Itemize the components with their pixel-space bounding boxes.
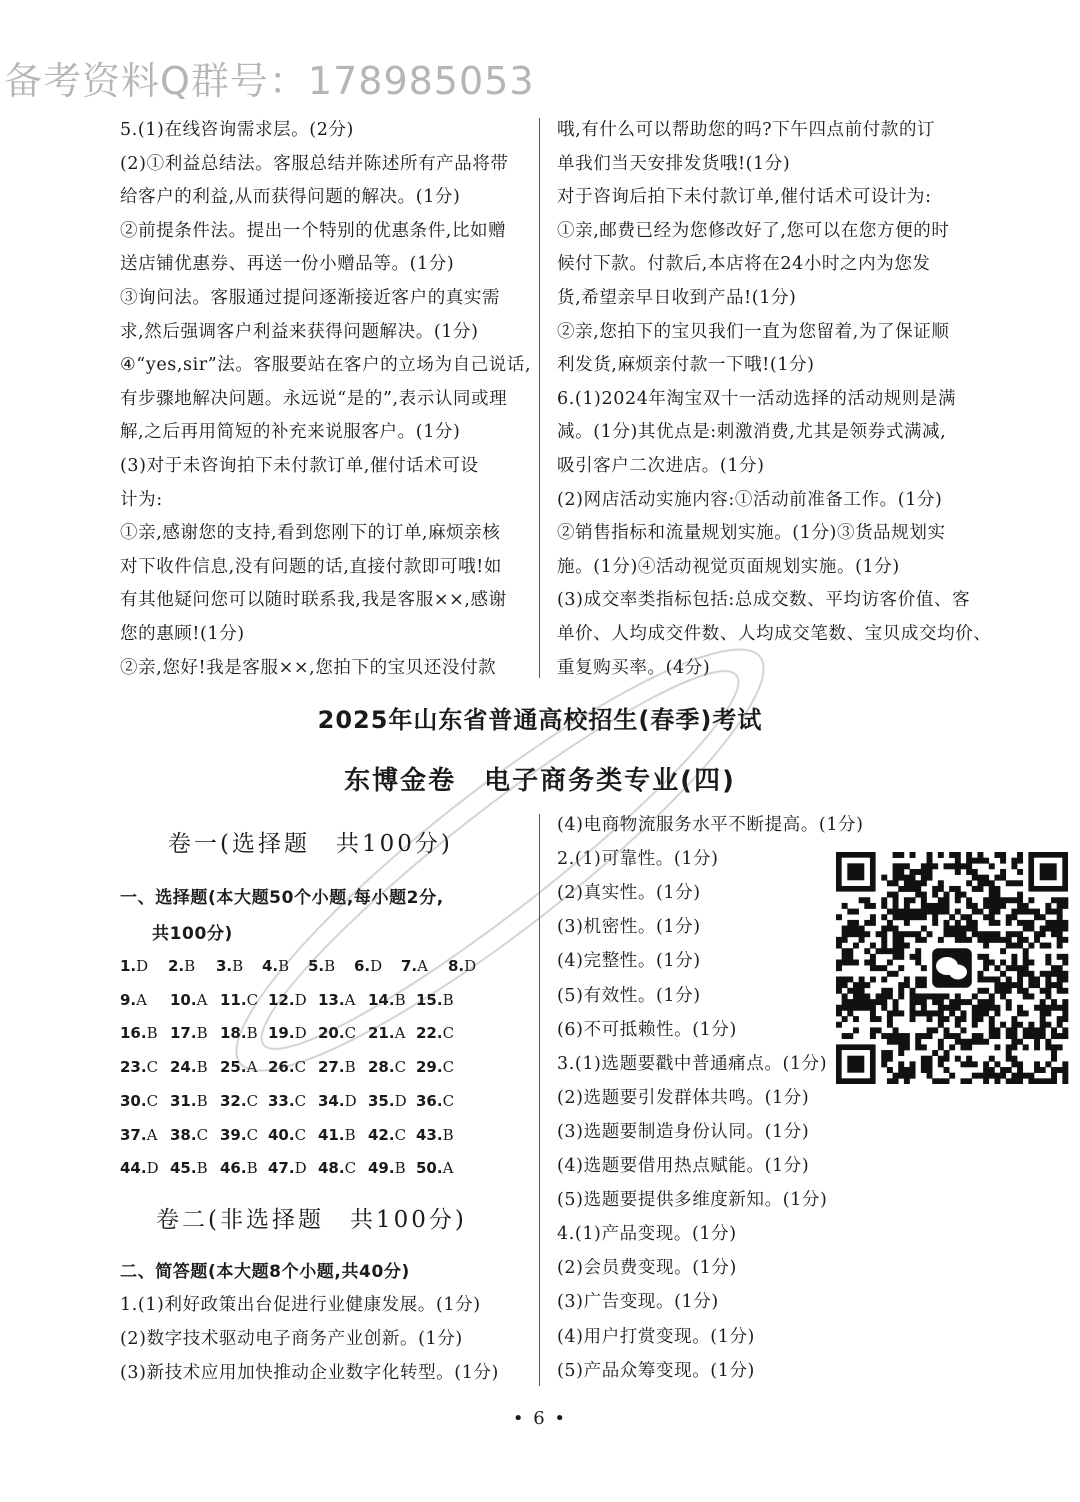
- answer-item: [168, 956, 195, 976]
- lower-right-column: [557, 815, 864, 1385]
- answer-letter: A: [442, 1159, 454, 1178]
- answer-text-line: (2)网店活动实施内容:①活动前准备工作。(1分): [557, 489, 943, 510]
- answer-text-line: ②销售指标和流量规划实施。(1分)③货品规划实: [557, 523, 946, 544]
- question-number: 30.: [120, 1091, 147, 1110]
- answer-letter: C: [146, 1058, 159, 1077]
- answer-letter: A: [344, 990, 356, 1009]
- answer-text-line: 求,然后强调客户利益来获得问题解决。(1分): [120, 321, 479, 342]
- section2-answer-line: 1.(1)利好政策出台促进行业健康发展。(1分): [120, 1295, 481, 1315]
- answer-item: [416, 1057, 454, 1077]
- question-number: 13.: [318, 990, 345, 1009]
- answer-letter: B: [246, 1159, 258, 1178]
- section2-answer-line: (3)新技术应用加快推动企业数字化转型。(1分): [120, 1363, 499, 1383]
- answer-text-line: (5)有效性。(1分): [557, 985, 701, 1006]
- answer-text-line: (4)完整性。(1分): [557, 951, 701, 972]
- answer-text-line: 给客户的利益,从而获得问题的解决。(1分): [120, 187, 461, 208]
- answer-letter: B: [324, 957, 336, 975]
- question-number: 38.: [170, 1125, 197, 1144]
- question-number: 46.: [220, 1159, 247, 1178]
- answer-letter: C: [344, 1024, 357, 1043]
- answer-letter: A: [146, 1125, 158, 1144]
- answer-item: [448, 956, 476, 976]
- answer-text-line: 有步骤地解决问题。永远说“是的”,表示认同或理: [120, 388, 508, 409]
- answer-text-line: 单我们当天安排发货哦!(1分): [557, 153, 791, 174]
- answer-text-line: (2)①利益总结法。客服总结并陈述所有产品将带: [120, 153, 509, 174]
- exam-title: 2025年山东省普通高校招生(春季)考试: [317, 706, 763, 734]
- question-number: 11.: [220, 990, 247, 1009]
- answer-text-line: (4)电商物流服务水平不断提高。(1分): [557, 815, 864, 835]
- question-number: 16.: [120, 1024, 147, 1043]
- exam-subtitle: 东博金卷 电子商务类专业(四): [344, 766, 736, 796]
- answer-item: [416, 1125, 454, 1145]
- answer-letter: A: [196, 990, 208, 1009]
- answer-item: [318, 990, 355, 1010]
- answer-text-line: (3)对于未咨询拍下未付款订单,催付话术可设: [120, 456, 479, 476]
- answer-item: [220, 1057, 257, 1077]
- answer-item: [416, 1158, 453, 1178]
- question-number: 44.: [120, 1159, 147, 1178]
- answer-letter: C: [146, 1091, 159, 1110]
- answer-letter: B: [394, 1159, 406, 1178]
- question-number: 23.: [120, 1058, 147, 1077]
- answer-item: [368, 1023, 405, 1043]
- answer-text-line: 减。(1分)其优点是:刺激消费,尤其是领券式满减,: [557, 422, 947, 443]
- answer-letter: B: [442, 1125, 454, 1144]
- answer-letter: C: [442, 1024, 455, 1043]
- column-divider-lower: [539, 814, 540, 1386]
- answer-letter: B: [442, 990, 454, 1009]
- answer-letter: B: [344, 1058, 356, 1077]
- section2-heading: 二、简答题(本大题8个小题,共40分): [120, 1262, 410, 1282]
- answer-item: [416, 990, 454, 1010]
- question-number: 6.: [354, 957, 371, 975]
- question-number: 1.: [120, 957, 137, 975]
- answer-letter: B: [146, 1024, 158, 1043]
- answer-letter: A: [394, 1024, 406, 1043]
- answer-item: [401, 956, 428, 976]
- qr-code-icon: [832, 852, 1072, 1084]
- question-number: 14.: [368, 990, 395, 1009]
- answer-letter: D: [294, 1159, 307, 1178]
- question-number: 2.: [168, 957, 185, 975]
- answer-text-line: (5)选题要提供多维度新知。(1分): [557, 1190, 828, 1211]
- answer-item: [262, 956, 289, 976]
- answer-letter: B: [196, 1159, 208, 1178]
- question-number: 19.: [268, 1024, 295, 1043]
- question-number: 45.: [170, 1159, 197, 1178]
- answer-item: [170, 1023, 208, 1043]
- section1-heading-line2: 共100分): [152, 924, 233, 944]
- answer-item: [318, 1057, 356, 1077]
- answer-letter: C: [344, 1159, 357, 1178]
- answer-text-line: 对于咨询后拍下未付款订单,催付话术可设计为:: [557, 187, 932, 208]
- answer-text-line: 重复购买率。(4分): [557, 657, 711, 678]
- answer-letter: B: [196, 1024, 208, 1043]
- answer-text-line: 您的惠顾!(1分): [120, 624, 245, 644]
- answer-item: [170, 1125, 208, 1145]
- answer-letter: B: [394, 990, 406, 1009]
- answer-letter: B: [278, 957, 290, 975]
- answer-item: [354, 956, 382, 976]
- answer-text-line: ②亲,您好!我是客服××,您拍下的宝贝还没付款: [120, 657, 497, 678]
- answer-text-line: ①亲,邮费已经为您修改好了,您可以在您方便的时: [557, 220, 950, 241]
- answer-item: [120, 1158, 159, 1178]
- question-number: 9.: [120, 990, 137, 1009]
- lower-left-column: [120, 820, 530, 1390]
- answer-letter: B: [196, 1058, 208, 1077]
- answer-item: [368, 1091, 407, 1111]
- question-number: 25.: [220, 1058, 247, 1077]
- answer-text-line: 候付下款。付款后,本店将在24小时之内为您发: [557, 254, 931, 275]
- answer-text-line: 送店铺优惠券、再送一份小赠品等。(1分): [120, 254, 455, 275]
- question-number: 37.: [120, 1125, 147, 1144]
- answer-item: [170, 1091, 208, 1111]
- answer-text-line: 4.(1)产品变现。(1分): [557, 1224, 737, 1245]
- answer-letter: C: [442, 1091, 455, 1110]
- question-number: 17.: [170, 1024, 197, 1043]
- answer-text-line: 货,希望亲早日收到产品!(1分): [557, 288, 797, 308]
- answer-text-line: (3)成交率类指标包括:总成交数、平均访客价值、客: [557, 590, 971, 611]
- answer-letter: D: [464, 957, 477, 975]
- answer-text-line: 计为:: [120, 489, 163, 510]
- answer-letter: A: [417, 957, 428, 975]
- question-number: 4.: [262, 957, 279, 975]
- answer-item: [220, 1125, 258, 1145]
- question-number: 29.: [416, 1058, 443, 1077]
- answer-text-line: (2)真实性。(1分): [557, 883, 701, 904]
- answer-item: [170, 1057, 208, 1077]
- answer-text-line: 有其他疑问您可以随时联系我,我是客服××,感谢: [120, 590, 507, 611]
- answer-item: [318, 1023, 356, 1043]
- answer-text-line: 2.(1)可靠性。(1分): [557, 849, 719, 870]
- question-number: 3.: [216, 957, 233, 975]
- answer-text-line: ③询问法。客服通过提问逐渐接近客户的真实需: [120, 288, 501, 308]
- answer-letter: D: [370, 957, 383, 975]
- answer-item: [120, 1125, 157, 1145]
- answer-text-line: 解,之后再用简短的补充来说服客户。(1分): [120, 422, 461, 443]
- answer-letter: C: [196, 1125, 209, 1144]
- question-number: 35.: [368, 1091, 395, 1110]
- answer-item: [268, 1091, 306, 1111]
- section2-title: 卷二(非选择题 共100分): [156, 1207, 467, 1233]
- answer-item: [268, 1023, 307, 1043]
- answer-item: [368, 1057, 406, 1077]
- answer-letter: A: [136, 990, 147, 1009]
- answer-text-line: 3.(1)选题要戳中普通痛点。(1分): [557, 1053, 828, 1074]
- answer-letter: B: [196, 1091, 208, 1110]
- question-number: 20.: [318, 1024, 345, 1043]
- answer-item: [216, 956, 243, 976]
- answer-item: [120, 956, 148, 976]
- answer-item: [308, 956, 335, 976]
- watermark-text: 备考资料Q群号：178985053: [4, 59, 535, 103]
- question-number: 50.: [416, 1159, 443, 1178]
- answer-item: [416, 1023, 454, 1043]
- answer-text-line: (3)机密性。(1分): [557, 917, 701, 938]
- answer-text-line: 单价、人均成交件数、人均成交笔数、宝贝成交均价、: [557, 624, 992, 644]
- answer-item: [368, 990, 406, 1010]
- answer-item: [220, 990, 258, 1010]
- answer-text-line: 5.(1)在线咨询需求层。(2分): [120, 120, 354, 140]
- question-number: 32.: [220, 1091, 247, 1110]
- question-number: 36.: [416, 1091, 443, 1110]
- answer-letter: A: [246, 1058, 258, 1077]
- answer-text-line: (3)选题要制造身份认同。(1分): [557, 1121, 810, 1142]
- answer-item: [268, 1125, 306, 1145]
- question-number: 27.: [318, 1058, 345, 1077]
- answer-letter: C: [246, 1091, 259, 1110]
- question-number: 48.: [318, 1159, 345, 1178]
- answer-letter: D: [294, 990, 307, 1009]
- answer-text-line: 哦,有什么可以帮助您的吗?下午四点前付款的订: [557, 120, 936, 140]
- answer-item: [120, 1023, 158, 1043]
- answer-item: [220, 1158, 258, 1178]
- answer-text-line: (4)选题要借用热点赋能。(1分): [557, 1156, 810, 1176]
- question-number: 41.: [318, 1125, 345, 1144]
- answer-letter: C: [246, 990, 259, 1009]
- answer-text-line: 对下收件信息,没有问题的话,直接付款即可哦!如: [120, 556, 502, 577]
- section2-answer-line: (2)数字技术驱动电子商务产业创新。(1分): [120, 1329, 463, 1349]
- question-number: 7.: [401, 957, 418, 975]
- upper-left-column: [120, 120, 530, 680]
- question-number: 26.: [268, 1058, 295, 1077]
- question-number: 18.: [220, 1024, 247, 1043]
- answer-item: [170, 990, 207, 1010]
- answer-text-line: 吸引客户二次进店。(1分): [557, 456, 765, 476]
- question-number: 12.: [268, 990, 295, 1009]
- answer-letter: D: [136, 957, 149, 975]
- section1-heading-line1: 一、选择题(本大题50个小题,每小题2分,: [120, 888, 444, 908]
- answer-text-line: ②亲,您拍下的宝贝我们一直为您留着,为了保证顺: [557, 321, 950, 342]
- answer-item: [170, 1158, 208, 1178]
- answer-item: [318, 1125, 356, 1145]
- answer-item: [368, 1158, 406, 1178]
- answer-letter: D: [294, 1024, 307, 1043]
- column-divider-upper: [539, 118, 540, 678]
- question-number: 21.: [368, 1024, 395, 1043]
- question-number: 31.: [170, 1091, 197, 1110]
- question-number: 22.: [416, 1024, 443, 1043]
- answer-text-line: 施。(1分)④活动视觉页面规划实施。(1分): [557, 556, 900, 577]
- answer-item: [220, 1023, 258, 1043]
- answer-item: [120, 1057, 158, 1077]
- question-number: 42.: [368, 1125, 395, 1144]
- answer-letter: C: [294, 1058, 307, 1077]
- answer-item: [268, 1057, 306, 1077]
- answer-letter: C: [294, 1091, 307, 1110]
- answer-text-line: (3)广告变现。(1分): [557, 1292, 719, 1313]
- answer-item: [268, 990, 307, 1010]
- question-number: 28.: [368, 1058, 395, 1077]
- question-number: 47.: [268, 1159, 295, 1178]
- answer-item: [120, 990, 147, 1010]
- answer-item: [268, 1158, 307, 1178]
- question-number: 15.: [416, 990, 443, 1009]
- answer-text-line: (2)会员费变现。(1分): [557, 1258, 737, 1279]
- question-number: 8.: [448, 957, 465, 975]
- question-number: 34.: [318, 1091, 345, 1110]
- answer-letter: D: [394, 1091, 407, 1110]
- answer-letter: B: [344, 1125, 356, 1144]
- answer-letter: B: [246, 1024, 258, 1043]
- answer-letter: B: [232, 957, 244, 975]
- question-number: 39.: [220, 1125, 247, 1144]
- question-number: 5.: [308, 957, 325, 975]
- answer-text-line: (4)用户打赏变现。(1分): [557, 1326, 755, 1347]
- answer-letter: D: [344, 1091, 357, 1110]
- question-number: 43.: [416, 1125, 443, 1144]
- answer-letter: C: [442, 1058, 455, 1077]
- answer-letter: C: [394, 1058, 407, 1077]
- answer-text-line: (2)选题要引发群体共鸣。(1分): [557, 1087, 810, 1108]
- answer-text-line: (6)不可抵赖性。(1分): [557, 1019, 737, 1040]
- answer-letter: C: [246, 1125, 259, 1144]
- answer-text-line: 6.(1)2024年淘宝双十一活动选择的活动规则是满: [557, 388, 957, 409]
- answer-text-line: ②前提条件法。提出一个特别的优惠条件,比如赠: [120, 220, 507, 241]
- answer-text-line: ④“yes,sir”法。客服要站在客户的立场为自己说话,: [120, 355, 532, 376]
- question-number: 49.: [368, 1159, 395, 1178]
- question-number: 40.: [268, 1125, 295, 1144]
- answer-text-line: ①亲,感谢您的支持,看到您刚下的订单,麻烦亲核: [120, 523, 501, 544]
- upper-right-column: [557, 120, 992, 680]
- answer-item: [416, 1091, 454, 1111]
- page-number: • 6 •: [512, 1408, 568, 1429]
- answer-letter: B: [184, 957, 196, 975]
- answer-item: [120, 1091, 158, 1111]
- answer-text-line: 利发货,麻烦亲付款一下哦!(1分): [557, 355, 815, 376]
- answer-item: [318, 1158, 356, 1178]
- question-number: 10.: [170, 990, 197, 1009]
- answer-item: [318, 1091, 357, 1111]
- question-number: 24.: [170, 1058, 197, 1077]
- answer-letter: C: [294, 1125, 307, 1144]
- answer-item: [220, 1091, 258, 1111]
- answer-text-line: (5)产品众筹变现。(1分): [557, 1360, 755, 1381]
- section1-title: 卷一(选择题 共100分): [168, 831, 453, 857]
- answer-letter: D: [146, 1159, 159, 1178]
- answer-letter: C: [394, 1125, 407, 1144]
- answer-item: [368, 1125, 406, 1145]
- question-number: 33.: [268, 1091, 295, 1110]
